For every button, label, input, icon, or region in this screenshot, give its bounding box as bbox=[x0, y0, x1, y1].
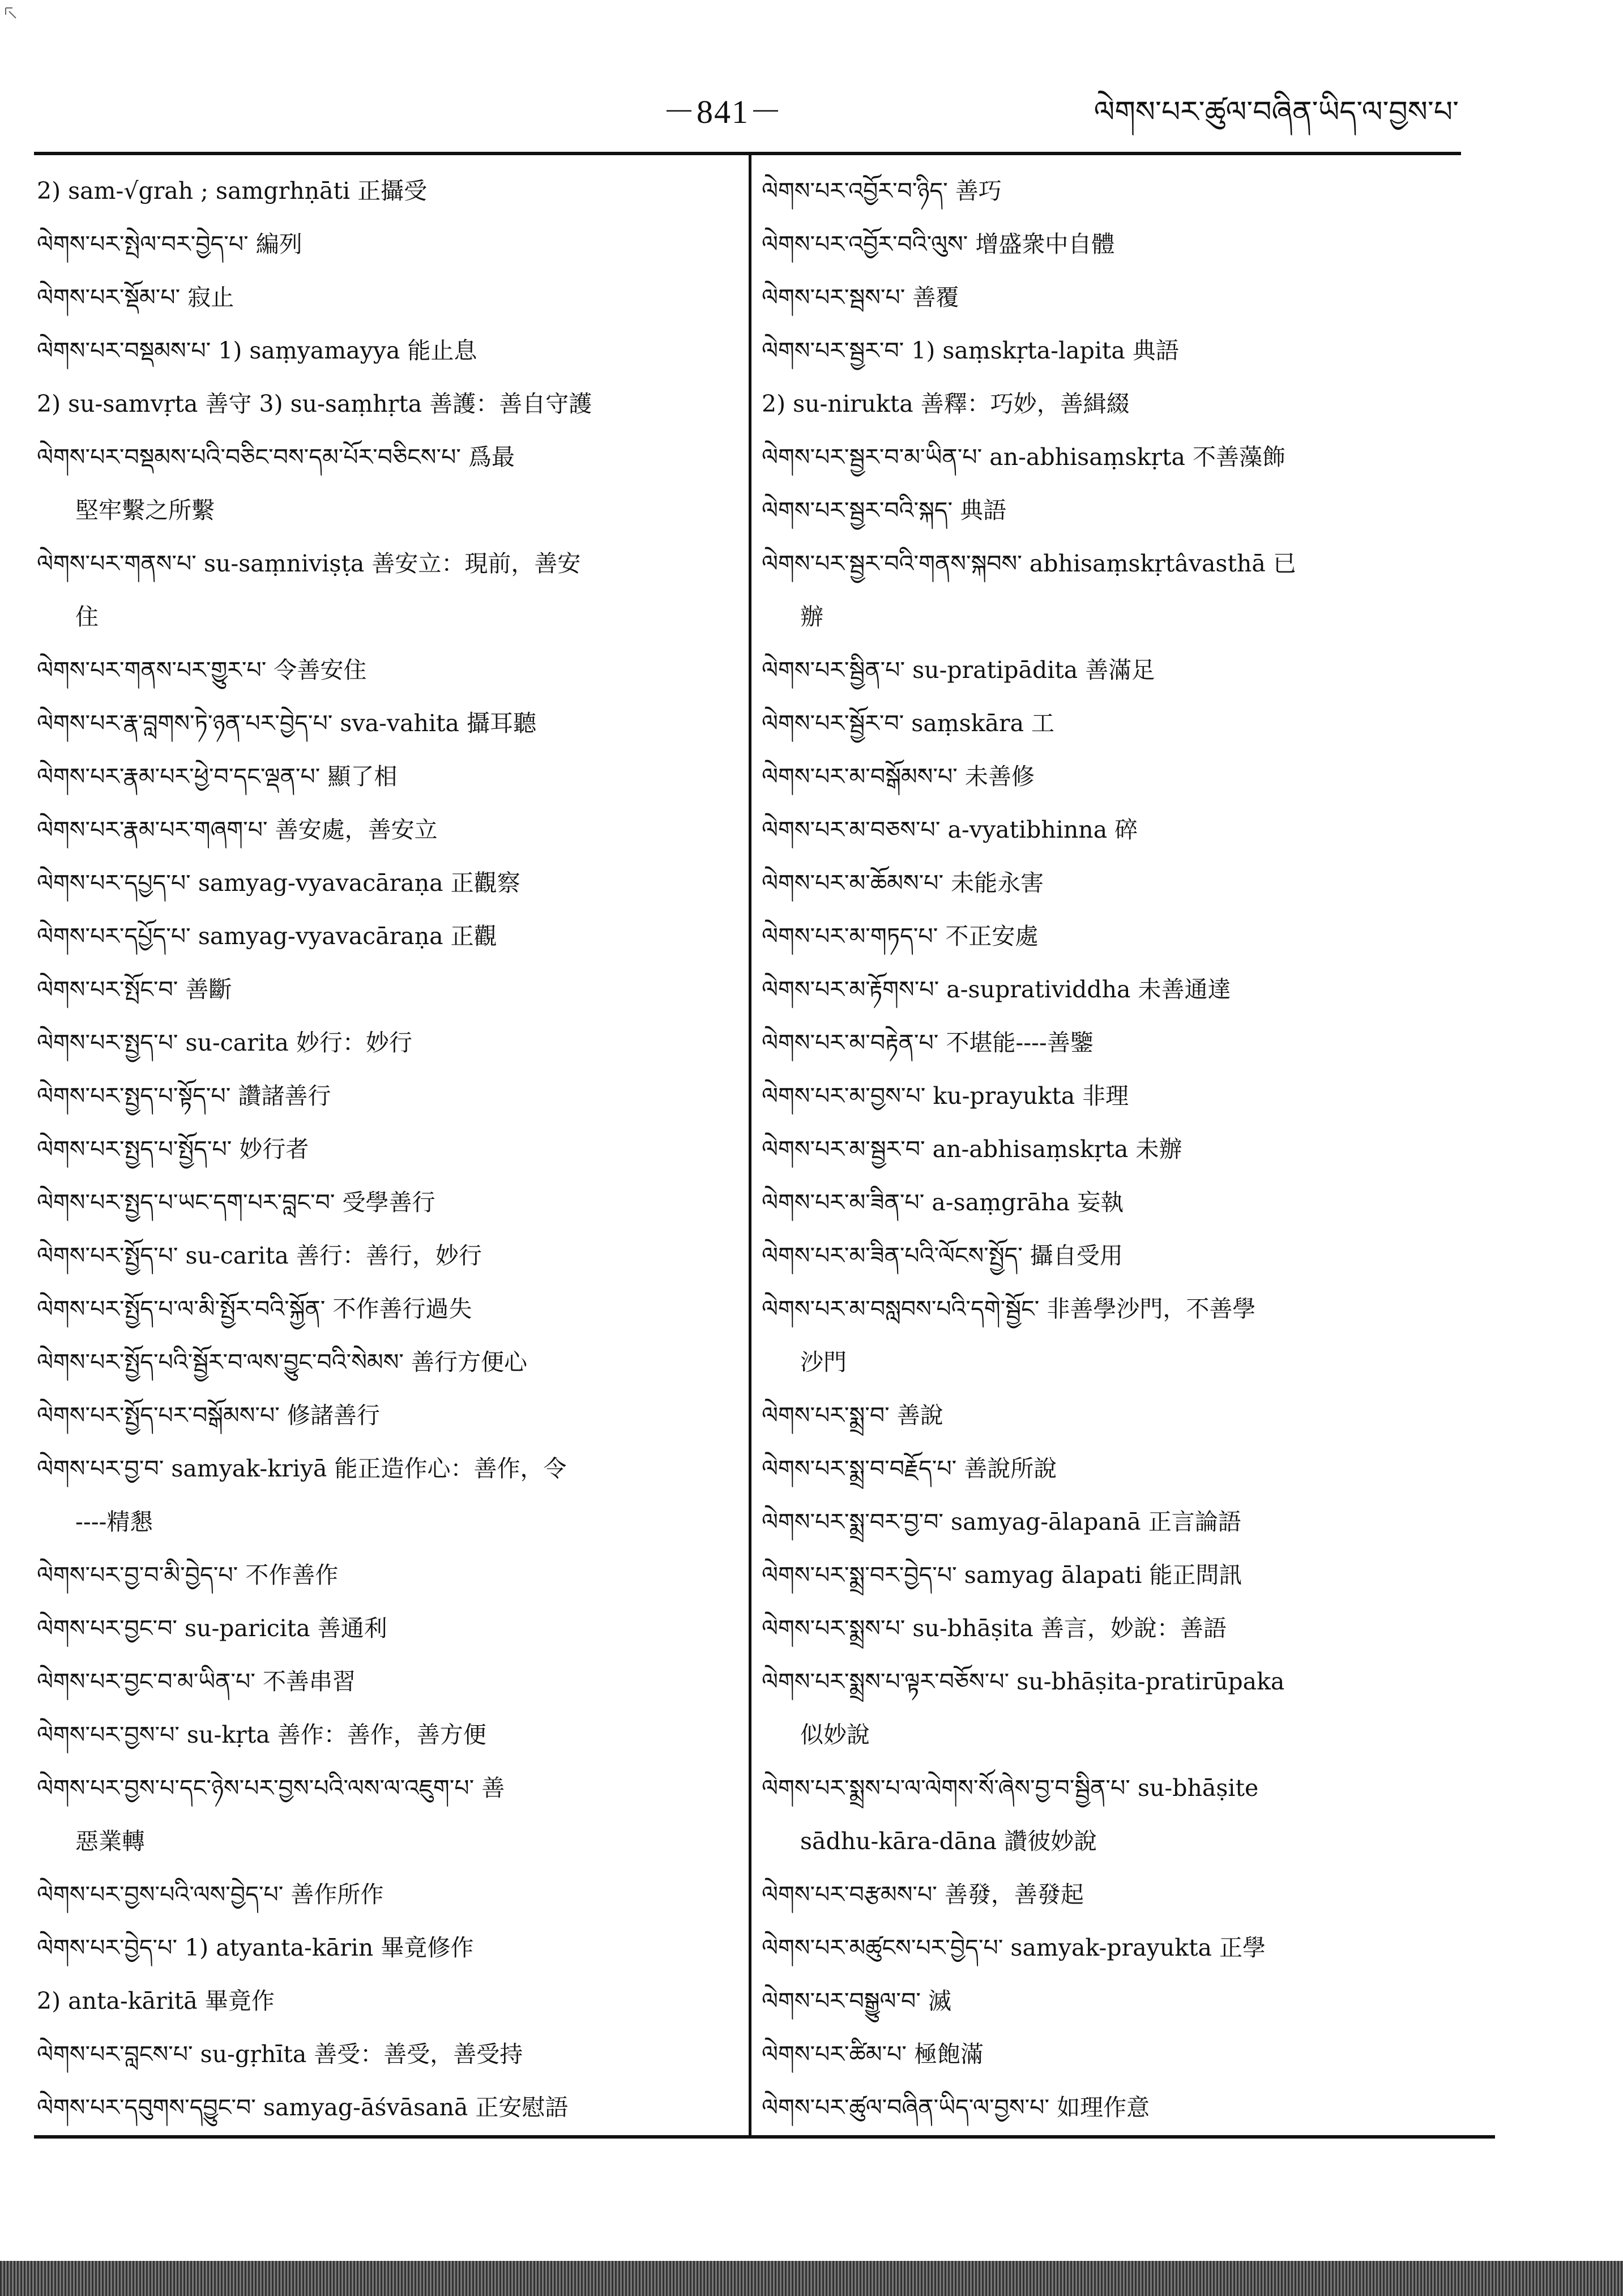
dictionary-entry: ལེགས་པར་སྤྱད་པ་ཡང་དག་པར་བླང་བ་ 受學善行 bbox=[37, 1189, 435, 1216]
page-number: －841－ bbox=[663, 93, 784, 130]
dictionary-entry: ལེགས་པར་སྤྱད་པ་སྤྱོད་པ་ 妙行者 bbox=[37, 1136, 309, 1163]
dictionary-entry: 惡業轉 bbox=[75, 1828, 145, 1855]
dictionary-entry: ལེགས་པར་ཚིམ་པ་ 極飽滿 bbox=[762, 2041, 984, 2068]
left-column bbox=[37, 164, 739, 2134]
dictionary-entry: ལེགས་པར་སྦྱར་བ་མ་ཡིན་པ་ an-abhisaṃskṛta 不善藻飾 bbox=[762, 443, 1285, 471]
dictionary-entry: ལེགས་པར་བྱང་བ་ su-paricita 善通利 bbox=[37, 1615, 387, 1642]
dictionary-entry: 2) su-nirukta 善釋：巧妙，善緝綴 bbox=[762, 390, 1130, 417]
dictionary-entry: 辦 bbox=[800, 603, 823, 630]
dictionary-entry: ལེགས་པར་གནས་པ་ su-saṃniviṣṭa 善安立：現前，善安 bbox=[37, 550, 581, 577]
dictionary-entry: ལེགས་པར་མ་ཆོམས་པ་ 未能永害 bbox=[762, 869, 1044, 897]
dictionary-entry: ལེགས་པར་སྨྲ་བ་ 善說 bbox=[762, 1402, 943, 1429]
dictionary-entry: ལེགས་པར་སྦྱར་བའི་སྐད་ 典語 bbox=[762, 497, 1007, 524]
dictionary-entry: ལེགས་པར་བསྒྱུལ་བ་ 滅 bbox=[762, 1987, 951, 2015]
dictionary-entry: ལེགས་པར་རྣམ་པར་ཕྱེ་བ་དང་ལྡན་པ་ 顯了相 bbox=[37, 763, 398, 790]
dictionary-entry: ལེགས་པར་སྨྲ་བ་བརྗོད་པ་ 善說所說 bbox=[762, 1455, 1057, 1482]
dictionary-entry: ལེགས་པར་བླངས་པ་ su-gṛhīta 善受：善受，善受持 bbox=[37, 2041, 523, 2068]
footer-rule bbox=[34, 2135, 1495, 2139]
dictionary-entry: ལེགས་པར་སྦྱོར་བ་ saṃskāra 工 bbox=[762, 710, 1055, 737]
dictionary-entry: ལེགས་པར་མ་བྱས་པ་ ku-prayukta 非理 bbox=[762, 1082, 1129, 1109]
dictionary-entry: ལེགས་པར་སྤྱོད་པ་ལ་མི་སྤྱོར་བའི་སྐྱོན་ 不作善行過失 bbox=[37, 1295, 472, 1322]
dictionary-entry: ལེགས་པར་སྤྱོད་པར་བསྒོམས་པ་ 修諸善行 bbox=[37, 1402, 380, 1429]
dictionary-entry: 似妙說 bbox=[800, 1721, 870, 1748]
dictionary-entry: ལེགས་པར་སྤྱོད་པའི་སྦྱོར་བ་ལས་བྱུང་བའི་སེམས་ 善行方便心 bbox=[37, 1348, 528, 1376]
dictionary-entry: ལེགས་པར་འབྱོར་བའི་ལུས་ 增盛衆中自體 bbox=[762, 231, 1115, 258]
dictionary-entry: ལེགས་པར་མ་བསྒོམས་པ་ 未善修 bbox=[762, 763, 1035, 790]
dictionary-entry: ལེགས་པར་བྱ་བ་ samyak-kriyā 能正造作心：善作，令 bbox=[37, 1455, 567, 1482]
dictionary-entry: ལེགས་པར་སྤེལ་བར་བྱེད་པ་ 編列 bbox=[37, 231, 302, 258]
dictionary-entry: ལེགས་པར་དབུགས་དབྱུང་བ་ samyag-āśvāsanā 正安慰語 bbox=[37, 2094, 569, 2121]
dictionary-entry: ལེགས་པར་མ་རྟོགས་པ་ a-supratividdha 未善通達 bbox=[762, 976, 1231, 1003]
dictionary-entry: ལེགས་པར་འབྱོར་བ་ཉིད་ 善巧 bbox=[762, 177, 1002, 204]
dictionary-entry: ལེགས་པར་བྱེད་པ་ 1) atyanta-kārin 畢竟修作 bbox=[37, 1934, 474, 1961]
scan-edge-band bbox=[0, 2261, 1623, 2296]
scan-corner-mark bbox=[5, 6, 19, 20]
dictionary-entry: ལེགས་པར་རྣམ་པར་གཞག་པ་ 善安處，善安立 bbox=[37, 816, 438, 843]
dictionary-entry: ལེགས་པར་སྨྲས་པ་ su-bhāṣita 善言，妙說：善語 bbox=[762, 1615, 1227, 1642]
dictionary-entry: ལེགས་པར་བྱས་པ་དང་ཉེས་པར་བྱས་པའི་ལས་ལ་འཇུག་པ་ 善 bbox=[37, 1774, 505, 1802]
dictionary-entry: ལེགས་པར་བྱ་བ་མི་བྱེད་པ་ 不作善作 bbox=[37, 1561, 339, 1589]
dictionary-entry: ལེགས་པར་སྤྱོད་པ་ su-carita 善行：善行，妙行 bbox=[37, 1242, 482, 1269]
dictionary-entry: ལེགས་པར་སྨྲ་བར་བྱེད་པ་ samyag ālapati 能正問訊 bbox=[762, 1561, 1242, 1589]
dictionary-entry: 2) anta-kāritā 畢竟作 bbox=[37, 1987, 275, 2015]
dictionary-entry: ལེགས་པར་བྱས་པའི་ལས་བྱེད་པ་ 善作所作 bbox=[37, 1881, 384, 1908]
column-divider bbox=[749, 152, 751, 2135]
dictionary-entry: ལེགས་པར་སྡོམ་པ་ 寂止 bbox=[37, 284, 234, 311]
dictionary-entry: ལེགས་པར་མཚུངས་པར་བྱེད་པ་ samyak-prayukta 正學 bbox=[762, 1934, 1266, 1961]
dictionary-entry: ལེགས་པར་མ་བསླབས་པའི་དགེ་སྦྱོང་ 非善學沙門，不善學 bbox=[762, 1295, 1256, 1322]
dictionary-entry: ལེགས་པར་མ་བཅས་པ་ a-vyatibhinna 碎 bbox=[762, 816, 1138, 843]
dictionary-entry: ལེགས་པར་སྦྱར་བའི་གནས་སྐབས་ abhisaṃskṛtâvasthā 已 bbox=[762, 550, 1296, 577]
dictionary-entry: ལེགས་པར་དཔྱོད་པ་ samyag-vyavacāraṇa 正觀 bbox=[37, 923, 497, 950]
dictionary-entry: ལེགས་པར་བྱས་པ་ su-kṛta 善作：善作，善方便 bbox=[37, 1721, 486, 1748]
dictionary-entry: ----精懇 bbox=[75, 1508, 153, 1535]
dictionary-entry: ལེགས་པར་བརྩམས་པ་ 善發，善發起 bbox=[762, 1881, 1084, 1908]
dictionary-entry: ལེགས་པར་རྣ་བླགས་ཏེ་ཉན་པར་བྱེད་པ་ sva-vahita 攝耳聽 bbox=[37, 710, 536, 737]
dictionary-entry: ལེགས་པར་དཔྱད་པ་ samyag-vyavacāraṇa 正觀察 bbox=[37, 869, 520, 897]
dictionary-entry: ལེགས་པར་མ་ཟིན་པའི་ལོངས་སྤྱོད་ 攝自受用 bbox=[762, 1242, 1123, 1269]
dictionary-entry: ལེགས་པར་སྤྱད་པ་སྟོད་པ་ 讚諸善行 bbox=[37, 1082, 331, 1109]
dictionary-entry: ལེགས་པར་ཚུལ་བཞིན་ཡིད་ལ་བྱས་པ་ 如理作意 bbox=[762, 2094, 1150, 2121]
dictionary-entry: 住 bbox=[75, 603, 99, 630]
dictionary-entry: ལེགས་པར་མ་གཏད་པ་ 不正安處 bbox=[762, 923, 1039, 950]
dictionary-entry: ལེགས་པར་བསྡམས་པ་ 1) saṃyamayya 能止息 bbox=[37, 337, 477, 364]
dictionary-entry: ལེགས་པར་སྨྲ་བར་བྱ་བ་ samyag-ālapanā 正言論語 bbox=[762, 1508, 1241, 1535]
dictionary-entry: ལེགས་པར་སྦྱར་བ་ 1) saṃskṛta-lapita 典語 bbox=[762, 337, 1179, 364]
dictionary-entry: ལེགས་པར་གནས་པར་གྱུར་པ་ 令善安住 bbox=[37, 656, 367, 684]
dictionary-entry: ལེགས་པར་བྱང་བ་མ་ཡིན་པ་ 不善串習 bbox=[37, 1668, 356, 1695]
dictionary-entry: 2) su-samvṛta 善守 3) su-saṃhṛta 善護：善自守護 bbox=[37, 390, 592, 417]
dictionary-entry: ལེགས་པར་མ་བརྟེན་པ་ 不堪能----善鑒 bbox=[762, 1029, 1094, 1056]
right-column bbox=[762, 164, 1481, 2134]
dictionary-entry: ལེགས་པར་མ་སྦྱར་བ་ an-abhisaṃskṛta 未辦 bbox=[762, 1136, 1182, 1163]
running-head: ལེགས་པར་ཚུལ་བཞིན་ཡིད་ལ་བྱས་པ་ bbox=[1094, 95, 1459, 129]
header-rule bbox=[34, 152, 1461, 155]
dictionary-entry: ལེགས་པར་སྤྱད་པ་ su-carita 妙行：妙行 bbox=[37, 1029, 412, 1056]
dictionary-entry: ལེགས་པར་སྨྲས་པ་ལྟར་བཅོས་པ་ su-bhāṣita-pratirūpaka bbox=[762, 1668, 1285, 1695]
dictionary-entry: ལེགས་པར་སྦྱིན་པ་ su-pratipādita 善滿足 bbox=[762, 656, 1155, 684]
dictionary-entry: ལེགས་པར་སྦས་པ་ 善覆 bbox=[762, 284, 959, 311]
dictionary-entry: ལེགས་པར་བསྡམས་པའི་བཅིང་བས་དམ་པོར་བཅིངས་པ་ 爲最 bbox=[37, 443, 515, 471]
dictionary-entry: 堅牢繫之所繫 bbox=[75, 497, 215, 524]
dictionary-entry: ལེགས་པར་སྤོང་བ་ 善斷 bbox=[37, 976, 232, 1003]
dictionary-entry: ལེགས་པར་མ་ཟིན་པ་ a-saṃgrāha 妄執 bbox=[762, 1189, 1124, 1216]
dictionary-entry: ལེགས་པར་སྨྲས་པ་ལ་ལེགས་སོ་ཞེས་བྱ་བ་སྦྱིན་པ་ su-bhāṣite bbox=[762, 1774, 1259, 1802]
dictionary-entry: 沙門 bbox=[800, 1348, 847, 1376]
dictionary-entry: 2) sam-√grah ; samgrhṇāti 正攝受 bbox=[37, 177, 428, 204]
dictionary-entry: sādhu-kāra-dāna 讚彼妙說 bbox=[800, 1828, 1097, 1855]
